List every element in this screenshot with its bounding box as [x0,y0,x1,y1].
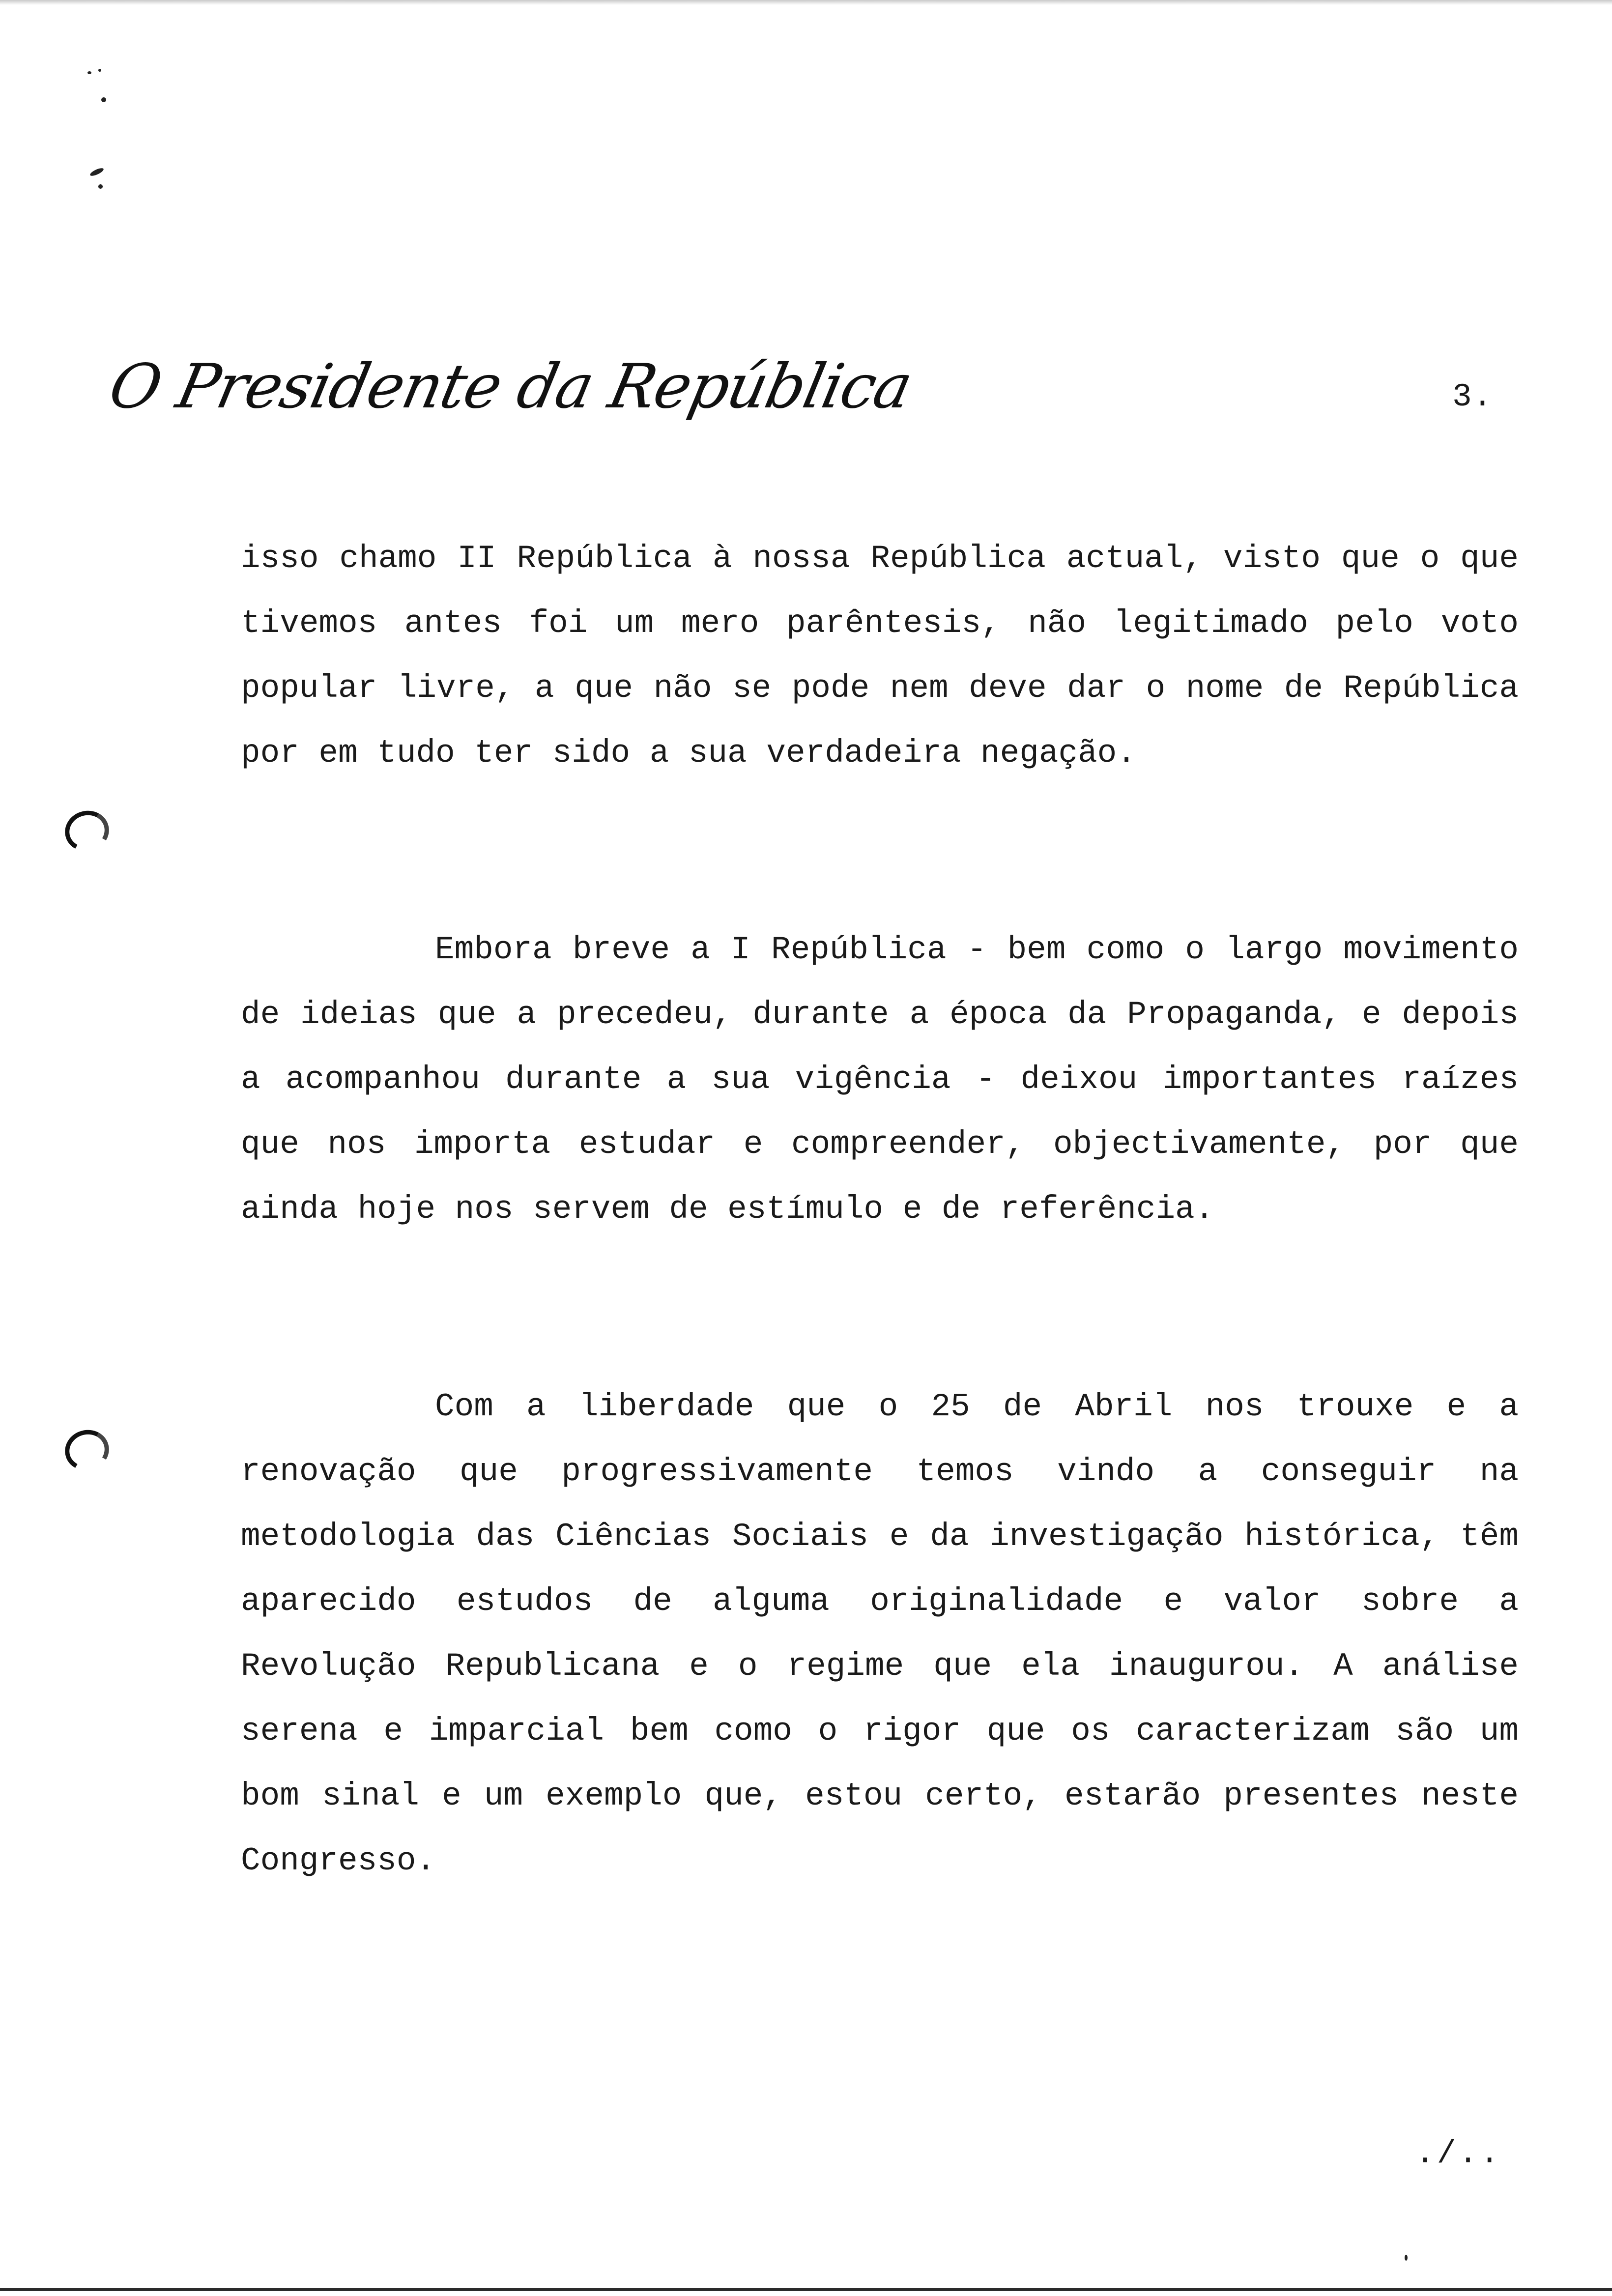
text-line: aparecido estudos de alguma originalidade e valor sobre a [241,1583,1519,1620]
text-line: Congresso. [241,1842,436,1879]
scan-top-edge [0,0,1612,5]
punch-hole-upper [60,806,114,856]
paragraph-3 [241,1385,1519,1904]
scan-speck [87,71,91,74]
text-line: Embora breve a I República - bem como o largo movimento [435,931,1519,968]
text-line: por em tudo ter sido a sua verdadeira negação. [241,735,1136,772]
page-number: 3. [1452,378,1494,415]
text-line: a acompanhou durante a sua vigência - deixou importantes raízes [241,1061,1519,1098]
text-line: de ideias que a precedeu, durante a época da Propaganda, e depois [241,996,1519,1033]
continuation-mark: ./.. [1415,2135,1501,2172]
scan-speck [101,97,106,102]
text-line: tivemos antes foi um mero parêntesis, não legitimado pelo voto [241,605,1519,642]
punch-hole-lower [60,1425,114,1475]
scan-speck [98,184,103,189]
text-line: Com a liberdade que o 25 de Abril nos trouxe e a [435,1388,1519,1425]
text-line: renovação que progressivamente temos vindo a conseguir na [241,1453,1519,1490]
paragraph-2 [241,928,1519,1252]
text-line: serena e imparcial bem como o rigor que os caracterizam são um [241,1713,1519,1750]
scan-speck [1405,2255,1408,2261]
text-line: isso chamo II República à nossa República actual, visto que o que [241,540,1519,577]
text-line: popular livre, a que não se pode nem deve dar o nome de República [241,670,1519,707]
scan-speck [98,69,101,72]
text-line: metodologia das Ciências Sociais e da investigação histórica, têm [241,1518,1519,1555]
text-line: que nos importa estudar e compreender, objectivamente, por que [241,1126,1519,1163]
text-line: ainda hoje nos servem de estímulo e de referência. [241,1191,1214,1228]
text-line: bom sinal e um exemplo que, estou certo, estarão presentes neste [241,1778,1519,1814]
text-line: Revolução Republicana e o regime que ela inaugurou. A análise [241,1648,1519,1685]
scan-bottom-edge [0,2288,1612,2291]
paragraph-1 [241,537,1519,796]
letterhead: O Presidente da República [103,351,918,422]
scan-speck [89,167,104,177]
